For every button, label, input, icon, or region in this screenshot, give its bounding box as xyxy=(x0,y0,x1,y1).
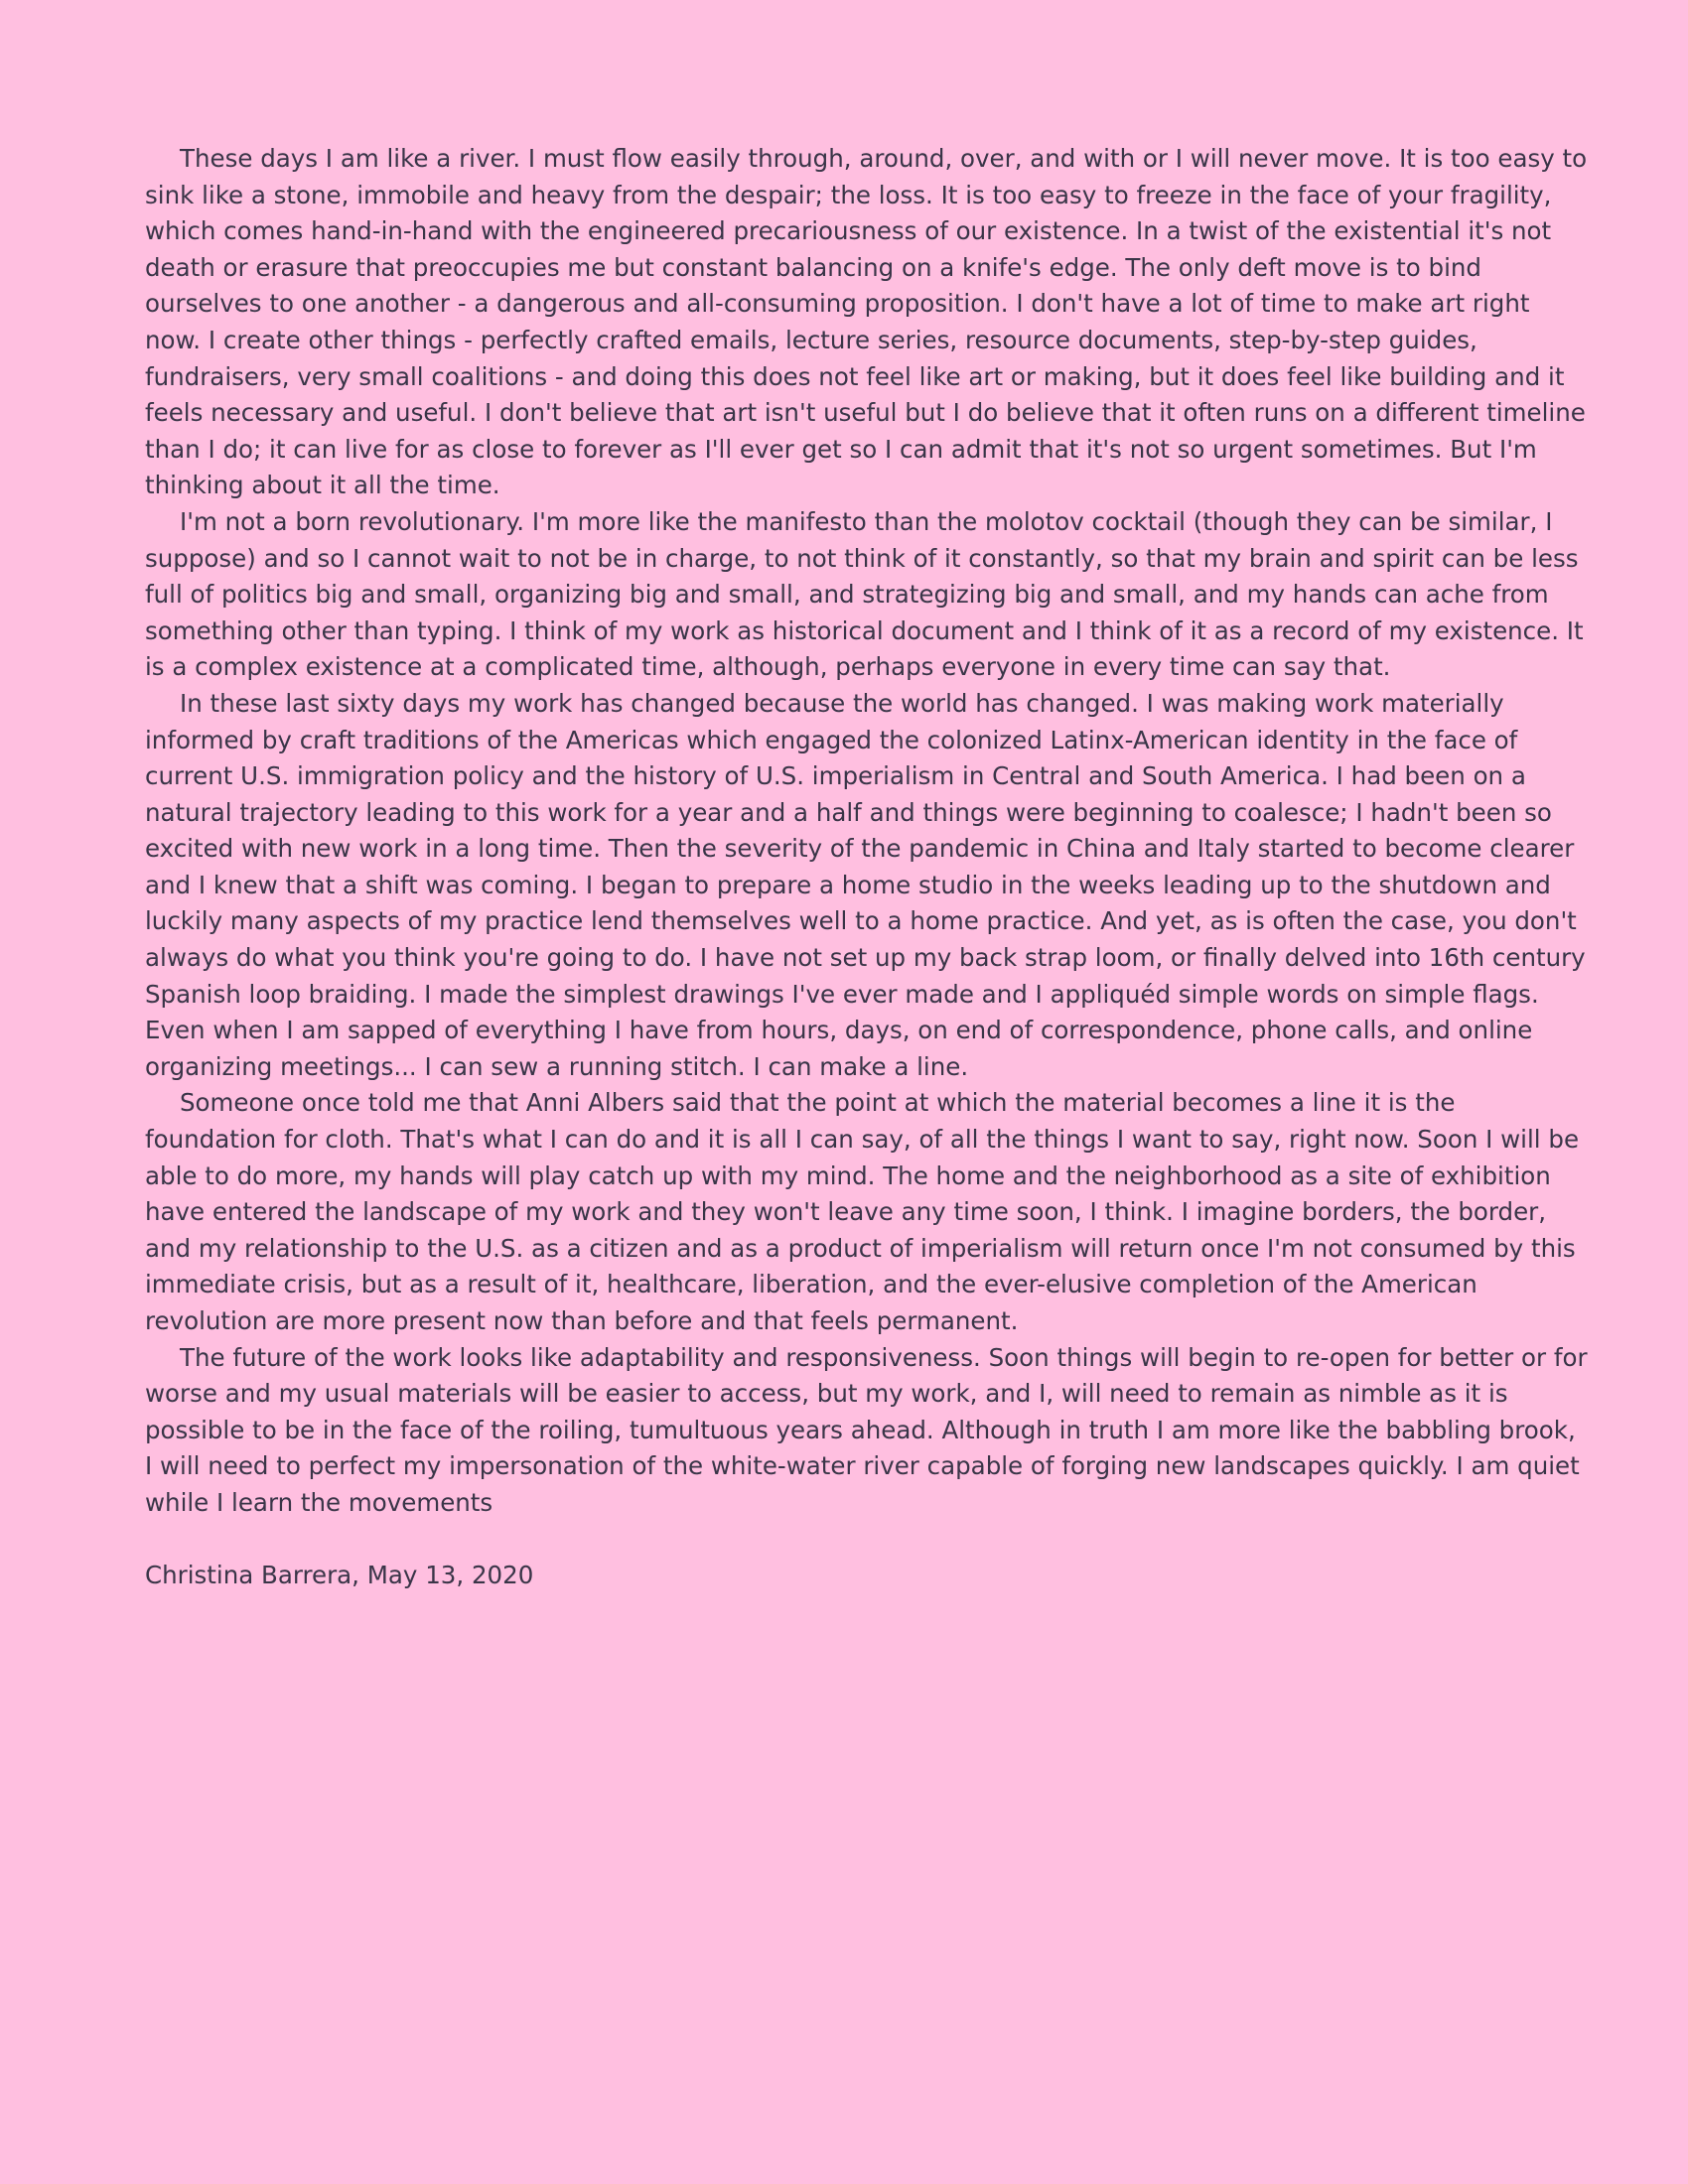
paragraph-3: In these last sixty days my work has changed because the world has changed. I was making work materially informed by craft traditions of the Americas which engaged the colonized Latinx-American identity in the face of current U.S. immigration policy and the history of U.S. imperialism in Central and South America. I had been on a natural trajectory leading to this work for a year and a half and things were beginning to coalesce; I hadn't been so excited with new work in a long time. Then the severity of the pandemic in China and Italy started to become clearer and I knew that a shift was coming. I began to prepare a home studio in the weeks leading up to the shutdown and luckily many aspects of my practice lend themselves well to a home practice. And yet, as is often the case, you don't always do what you think you're going to do. I have not set up my back strap loom, or finally delved into 16th century Spanish loop braiding. I made the simplest drawings I've ever made and I appliquéd simple words on simple flags. Even when I am sapped of everything I have from hours, days, on end of correspondence, phone calls, and online organizing meetings... I can sew a running stitch. I can make a line. xyxy=(145,688,1586,1081)
paragraph-2: I'm not a born revolutionary. I'm more like the manifesto than the molotov cocktail (though they can be similar, I suppose) and so I cannot wait to not be in charge, to not think of it constantly, so that my brain and spirit can be less full of politics big and small, organizing big and small, and strategizing big and small, and my hands can ache from something other than typing. I think of my work as historical document and I think of it as a record of my existence. It is a complex existence at a complicated time, although, perhaps everyone in every time can say that. xyxy=(145,506,1584,682)
paragraph-1: These days I am like a river. I must flow easily through, around, over, and with or I will never move. It is too easy to sink like a stone, immobile and heavy from the despair; the loss. It is too easy to freeze in the face of your fragility, which comes hand-in-hand with the engineered precariousness of our existence. In a twist of the existential it's not death or erasure that preoccupies me but constant balancing on a knife's edge. The only deft move is to bind ourselves to one another - a dangerous and all-consuming proposition. I don't have a lot of time to make art right now. I create other things - perfectly crafted emails, lecture series, resource documents, step-by-step guides, fundraisers, very small coalitions - and doing this does not feel like art or making, but it does feel like building and it feels necessary and useful. I don't believe that art isn't useful but I do believe that it often runs on a different timeline than I do; it can live for as close to forever as I'll ever get so I can admit that it's not so urgent sometimes. But I'm thinking about it all the time. xyxy=(145,144,1588,500)
paragraph-5: The future of the work looks like adaptability and responsiveness. Soon things will begin to re-open for better or for worse and my usual materials will be easier to access, but my work, and I, will need to remain as nimble as it is possible to be in the face of the roiling, tumultuous years ahead. Although in truth I am more like the babbling brook, I will need to perfect my impersonation of the white-water river capable of forging new landscapes quickly. I am quiet while I learn the movements xyxy=(145,1342,1588,1517)
paragraph-4: Someone once told me that Anni Albers said that the point at which the material becomes a line it is the foundation for cloth. That's what I can do and it is all I can say, of all the things I want to say, right now. Soon I will be able to do more, my hands will play catch up with my mind. The home and the neighborhood as a site of exhibition have entered the landscape of my work and they won't leave any time soon, I think. I imagine borders, the border, and my relationship to the U.S. as a citizen and as a product of imperialism will return once I'm not consumed by this immediate crisis, but as a result of it, healthcare, liberation, and the ever-elusive completion of the American revolution are more present now than before and that feels permanent. xyxy=(145,1088,1580,1335)
signature-line: Christina Barrera, May 13, 2020 xyxy=(145,1560,534,1589)
essay-body xyxy=(145,141,1589,1522)
